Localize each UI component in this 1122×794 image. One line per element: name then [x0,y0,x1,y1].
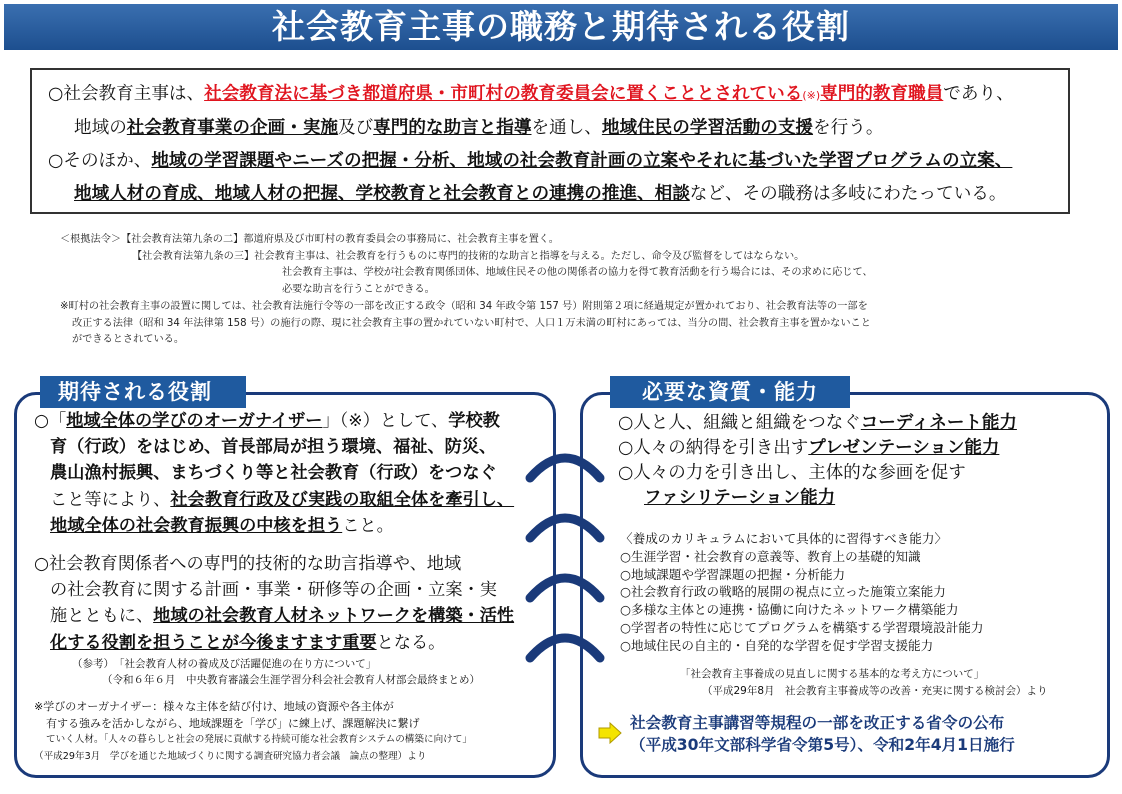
source-line: 「社会教育主事養成の見直しに関する基本的な考え方について」 [680,668,985,680]
legal-note: 社会教育主事は、学校が社会教育関係団体、地域住民その他の関係者の協力を得て教育活動を行う場合には、その求めに応じて、 [282,267,873,279]
curriculum-item: ○多様な主体との連携・協働に向けたネットワーク構築能力 [620,602,959,618]
role-line: 育（行政）をはじめ、首長部局が担う環境、福祉、防災、 [50,437,497,458]
legal-note: ＜根拠法令＞【社会教育法第九条の二】都道府県及び市町村の教育委員会の事務局に、社会教育主事を置く。 [60,234,559,245]
connector-ring [530,458,600,478]
ability-item: ○人々の力を引き出し、主体的な参画を促す [618,463,966,483]
reference-line: （令和６年６月 中央教育審議会生涯学習分科会社会教育人材部会最終まとめ） [102,674,480,686]
summary-box [30,68,1070,214]
source-line: （平成29年8月 社会教育主事養成等の改善・充実に関する検討会）より [702,684,1048,697]
role-line: こと等により、社会教育行政及び実践の取組全体を牽引し、 [50,489,515,510]
announcement-line: （平成30年文部科学省令第5号）、令和2年4月1日施行 [630,736,1015,754]
arrow-right-icon [598,722,622,744]
announcement-line: 社会教育主事講習等規程の一部を改正する省令の公布 [630,714,1005,732]
spacer [34,539,546,551]
role-line: 化する役割を担うことが今後ますます重要となる。 [50,632,446,653]
abilities-list [618,411,1098,511]
expected-roles-body [34,408,546,656]
page-title: 社会教育主事の職務と期待される役割 [4,4,1118,50]
curriculum-item: ○生涯学習・社会教育の意義等、教育上の基礎的知識 [620,548,921,564]
footnote-line: ていく人材。「人々の暮らしと社会の発展に貢献する持続可能な社会教育システムの構築に向けて」 [46,734,472,745]
required-abilities-label: 必要な資質・能力 [610,376,850,408]
expected-roles-label: 期待される役割 [40,376,246,408]
roles-reference [72,656,480,688]
legal-notes [60,232,1100,349]
connector-ring [530,578,600,598]
ministerial-ordinance-announcement [630,712,1015,756]
reference-line: （参考） 「社会教育人材の養成及び活躍促進の在り方について」 [72,658,377,670]
curriculum-item: ○社会教育行政の戦略的展開の視点に立った施策立案能力 [620,584,946,600]
curriculum-source [680,666,1048,699]
role-line: ○「地域全体の学びのオーガナイザー」（※）として、学校教 [34,411,500,431]
role-line: 地域全体の社会教育振興の中核を担うこと。 [50,515,394,536]
legal-note: ※町村の社会教育主事の設置に関しては、社会教育法施行令等の一部を改正する政令（昭和 34 年政令第 157 号）附則第２項に経過規定が置かれており、社会教育法等の一部を [60,300,868,312]
ability-item: ○人々の納得を引き出すプレゼンテーション能力 [618,438,1000,458]
ability-item: ファシリテーション能力 [644,488,836,508]
curriculum-item: ○地域課題や学習課題の把握・分析能力 [620,566,846,582]
role-line: の社会教育に関する計画・事業・研修等の企画・立案・実 [50,580,497,601]
legal-note: 必要な助言を行うことができる。 [282,284,435,296]
curriculum-item: ○学習者の特性に応じてプログラムを構築する学習環境設計能力 [620,619,984,635]
legal-note: 【社会教育法第九条の三】社会教育主事は、社会教育を行うものに専門的技術的な助言と指導を与える。ただし、命令及び監督をしてはならない。 [132,250,805,262]
summary-line-3: ○そのほか、地域の学習課題やニーズの把握・分析、地域の社会教育計画の立案やそれに基づいた学習プログラムの立案、 [48,151,1013,171]
role-line: 施とともに、地域の社会教育人材ネットワークを構築・活性 [50,606,515,627]
summary-line-2: 地域の社会教育事業の企画・実施及び専門的な助言と指導を通し、地域住民の学習活動の支援を行う。 [74,118,884,138]
role-line: ○社会教育関係者への専門的技術的な助言指導や、地域 [34,554,462,575]
curriculum-item: ○地域住民の自主的・自発的な学習を促す学習支援能力 [620,637,934,653]
summary-line-4: 地域人材の育成、地域人材の把握、学校教育と社会教育との連携の推進、相談など、その職務は多岐にわたっている。 [74,184,1007,204]
organizer-footnote [34,699,472,765]
summary-line-1: ○社会教育主事は、社会教育法に基づき都道府県・市町村の教育委員会に置くこととされている(※)専門的教育職員であり、 [48,84,1014,104]
ability-item: ○人と人、組織と組織をつなぐコーディネート能力 [618,413,1017,433]
legal-note: ができるとされている。 [72,334,185,346]
footnote-line: ※学びのオーガナイザー：様々な主体を結び付け、地域の資源や各主体が [34,700,394,713]
footnote-line: 有する強みを活かしながら、地域課題を「学び」に練上げ、課題解決に繋げ [46,716,420,730]
connector-rings [520,440,610,680]
connector-ring [530,638,600,658]
legal-note: 改正する法律（昭和 34 年法律第 158 号）の施行の際、現に社会教育主事の置かれていない町村で、人口１万未満の町村にあっては、当分の間、社会教育主事を置かないこと [72,317,871,329]
connector-ring [530,518,600,538]
role-line: 農山漁村振興、まちづくり等と社会教育（行政）をつなぐ [50,463,497,484]
footnote-line: （平成29年3月 学びを通じた地域づくりに関する調査研究協力者会議 論点の整理）より [34,750,427,762]
curriculum-list [620,530,984,655]
curriculum-heading: 〈養成のカリキュラムにおいて具体的に習得すべき能力〉 [620,531,948,546]
